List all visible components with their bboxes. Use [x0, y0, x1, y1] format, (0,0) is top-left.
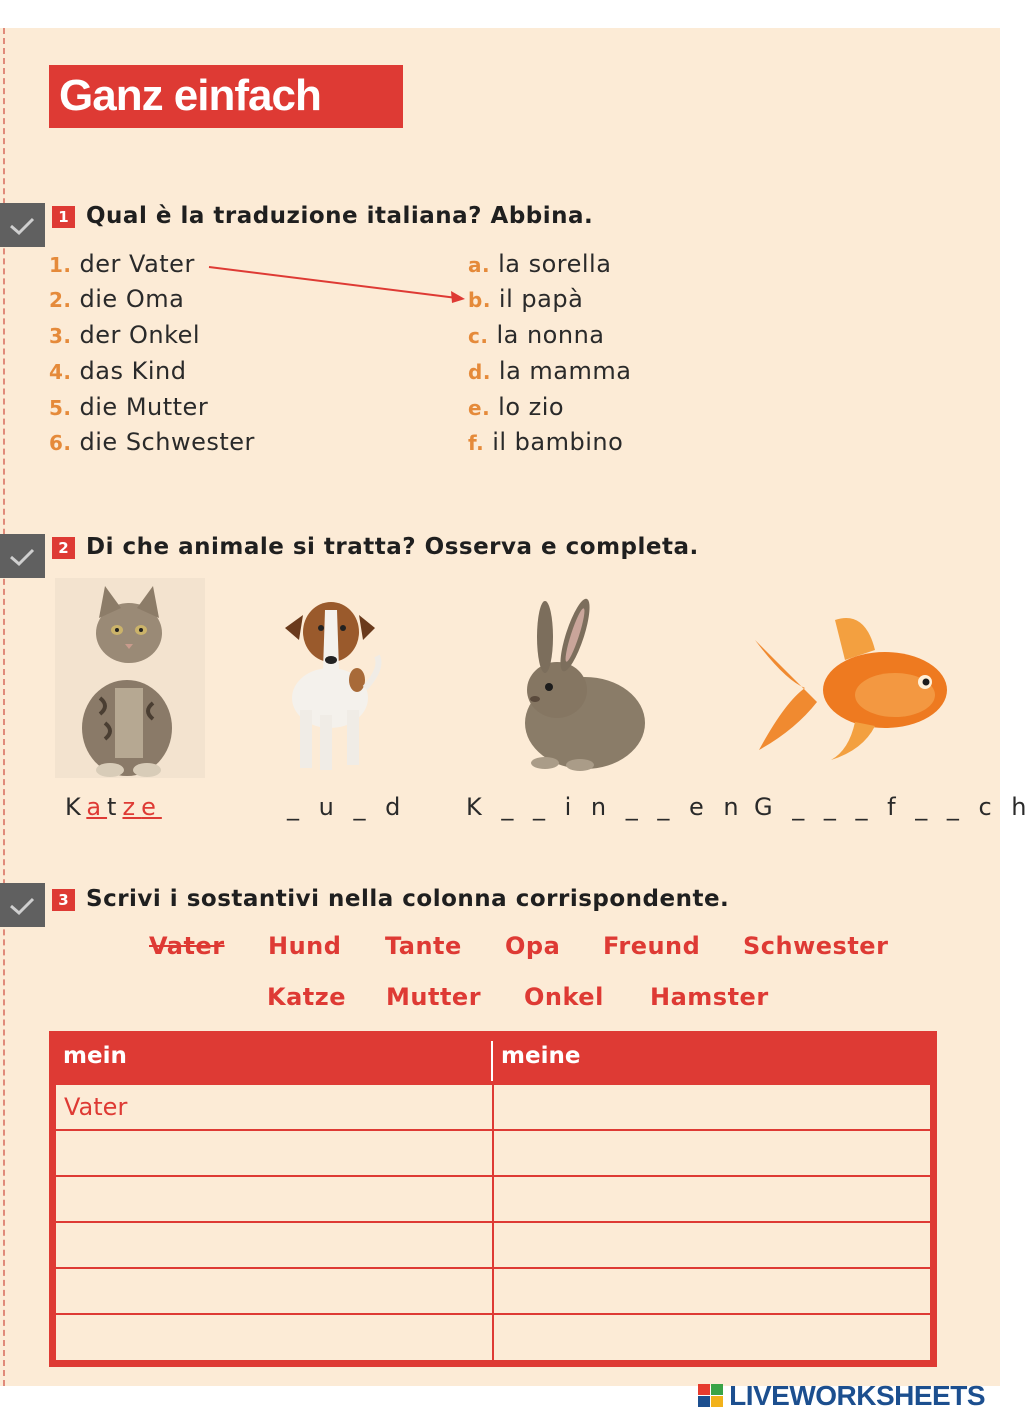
- exercise-number-3: 3: [52, 889, 75, 911]
- title-banner: [49, 65, 403, 128]
- checkmark-icon: [8, 215, 36, 237]
- left-item-1: 1. der Vater: [49, 250, 195, 278]
- left-item-4: 4. das Kind: [49, 357, 187, 385]
- filled-letter: e: [141, 793, 162, 821]
- right-item-c: c. la nonna: [468, 321, 605, 349]
- goldfish-image: [745, 610, 955, 770]
- table-header: [49, 1031, 937, 1085]
- right-item-b: b. il papà: [468, 285, 584, 313]
- word-goldfisch-blank[interactable]: G _ _ _ f _ _ c h: [754, 793, 1032, 821]
- exercise-1-instruction: Qual è la traduzione italiana? Abbina.: [86, 203, 594, 229]
- check-answers-button-2[interactable]: [0, 534, 45, 578]
- match-arrow: [205, 258, 470, 308]
- word-bank-item[interactable]: Mutter: [386, 983, 482, 1011]
- right-item-e: e. lo zio: [468, 393, 565, 421]
- check-answers-button-1[interactable]: [0, 203, 45, 247]
- exercise-2-instruction: Di che animale si tratta? Osserva e completa.: [86, 534, 699, 560]
- right-item-f: f. il bambino: [468, 428, 624, 456]
- header-mein: mein: [63, 1043, 127, 1069]
- word-bank-item[interactable]: Freund: [603, 932, 701, 960]
- page-title: Ganz einfach: [59, 71, 321, 120]
- checkmark-icon: [8, 546, 36, 568]
- row-divider: [56, 1129, 930, 1131]
- row-divider: [56, 1267, 930, 1269]
- word-bank-item[interactable]: Opa: [505, 932, 561, 960]
- row-divider: [56, 1175, 930, 1177]
- table-cell-mein-1[interactable]: Vater: [64, 1093, 128, 1121]
- word-bank-item[interactable]: Katze: [267, 983, 347, 1011]
- header-meine: meine: [501, 1043, 581, 1069]
- left-item-5: 5. die Mutter: [49, 393, 209, 421]
- right-item-a: a. la sorella: [468, 250, 612, 278]
- logo-icon: [698, 1384, 724, 1408]
- sorting-table: [49, 1031, 937, 1367]
- logo-text: LIVEWORKSHEETS: [729, 1380, 986, 1411]
- word-bank-item[interactable]: Onkel: [524, 983, 604, 1011]
- word-bank-item[interactable]: Tante: [385, 932, 462, 960]
- dog-image: [265, 580, 395, 775]
- cat-image: [55, 578, 205, 778]
- liveworksheets-logo: [698, 1380, 985, 1412]
- right-item-d: d. la mamma: [468, 357, 632, 385]
- table-body: [56, 1085, 930, 1360]
- word-katze: Katze: [65, 793, 162, 821]
- header-divider: [491, 1041, 493, 1081]
- exercise-3-instruction: Scrivi i sostantivi nella colonna corrispondente.: [86, 886, 730, 912]
- left-item-6: 6. die Schwester: [49, 428, 255, 456]
- word-hund-blank[interactable]: _ u _ d: [287, 793, 407, 821]
- filled-letter: z: [122, 793, 142, 821]
- row-divider: [56, 1221, 930, 1223]
- word-bank-item[interactable]: Hamster: [650, 983, 769, 1011]
- checkmark-icon: [8, 895, 36, 917]
- word-kaninchen-blank[interactable]: K _ _ i n _ _ e n: [466, 793, 745, 821]
- word-bank-item: Vater: [149, 932, 225, 960]
- word-bank-item[interactable]: Schwester: [743, 932, 889, 960]
- left-item-3: 3. der Onkel: [49, 321, 201, 349]
- check-answers-button-3[interactable]: [0, 883, 45, 927]
- left-item-2: 2. die Oma: [49, 285, 185, 313]
- exercise-number-1: 1: [52, 206, 75, 228]
- rabbit-image: [505, 595, 655, 773]
- row-divider: [56, 1313, 930, 1315]
- exercise-number-2: 2: [52, 537, 75, 559]
- filled-letter: a: [86, 793, 108, 821]
- word-bank-item[interactable]: Hund: [268, 932, 342, 960]
